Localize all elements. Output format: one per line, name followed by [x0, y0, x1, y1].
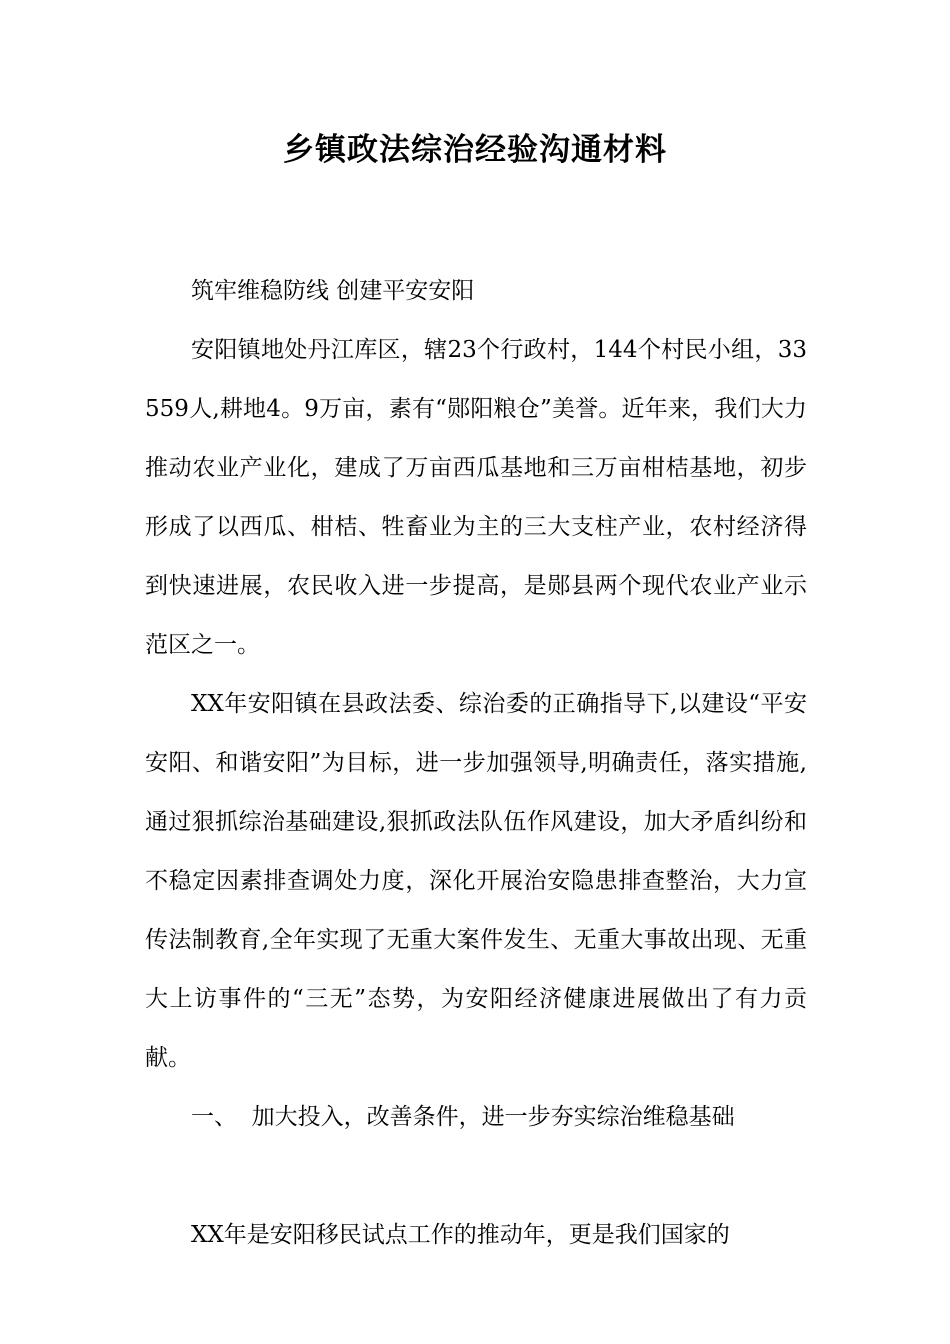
- document-subtitle: 筑牢维稳防线 创建平安安阳: [191, 278, 475, 304]
- blank-line: [145, 1147, 807, 1206]
- document-title: 乡镇政法综治经验沟通材料: [283, 132, 667, 168]
- paragraph-3: XX年是安阳移民试点工作的推动年，更是我们国家的: [191, 1222, 730, 1248]
- section-heading-1: 一、 加大投入，改善条件，进一步夯实综治维稳基础: [191, 1104, 735, 1130]
- paragraph-1: 安阳镇地处丹江库区，辖23个行政村，144个村民小组，33559人,耕地4。9万亩，素有“郧阳粮仓”美誉。近年来，我们大力推动农业产业化，建成了万亩西瓜基地和三万亩柑桔基地，初步形成了以西瓜、柑桔、牲畜业为主的三大支柱产业，农村经济得到快速进展，农民收入进一步提高，是郧县两个现代农业产业示范区之一。: [145, 337, 807, 658]
- document-body: [145, 262, 807, 1265]
- paragraph-2: XX年安阳镇在县政法委、综治委的正确指导下,以建设“平安安阳、和谐安阳”为目标，进一步加强领导,明确责任，落实措施,通过狠抓综治基础建设,狠抓政法队伍作风建设，加大矛盾纠纷和不稳定因素排查调处力度，深化开展治安隐患排查整治，大力宣传法制教育,全年实现了无重大案件发生、无重大事故出现、无重大上访事件的“三无”态势，为安阳经济健康进展做出了有力贡献。: [145, 691, 807, 1071]
